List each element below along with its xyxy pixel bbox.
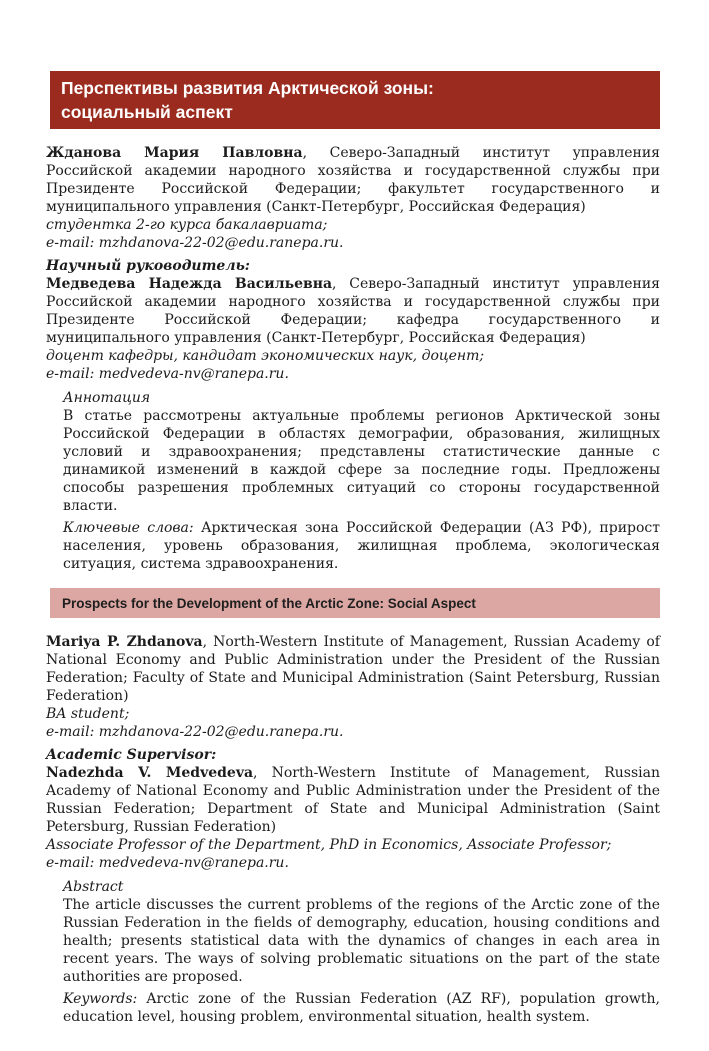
supervisor-ru-affiliation: , Северо-Западный институт управления Российской академии народного хозяйства и государственной службы при Президенте Российской Федерации; кафедра государственного и муниципального управления (Санкт-Петербург, Российская Федерация) (46, 276, 661, 346)
keywords-ru-label: Ключевые слова: (63, 520, 194, 536)
author-ru-name: Жданова Мария Павловна (46, 145, 303, 161)
abstract-ru-section (46, 389, 660, 573)
supervisor-en-role: Associate Professor of the Department, PhD in Economics, Associate Professor; (46, 837, 612, 853)
author-ru-affiliation: , Северо-Западный институт управления Российской академии народного хозяйства и государственной службы при Президенте Российской Федерации; факультет государственного и муниципального управления (Санкт-Петербург, Российская Федерация) (46, 145, 660, 215)
supervisor-ru-label: Научный руководитель: (46, 258, 250, 274)
supervisor-ru-email: e-mail: medvedeva-nv@ranepa.ru. (46, 366, 289, 382)
author-ru-email: e-mail: mzhdanova-22-02@edu.ranepa.ru. (46, 235, 344, 251)
keywords-en-text: Arctic zone of the Russian Federation (AZ RF), population growth, education level, housing problem, environmental situation, health system. (63, 991, 660, 1025)
title-banner-en (50, 588, 660, 618)
keywords-en-label: Keywords: (63, 991, 138, 1007)
article-title-en: Prospects for the Development of the Arctic Zone: Social Aspect (62, 595, 476, 611)
author-ru-paragraph (46, 144, 660, 216)
abstract-ru-text: В статье рассмотрены актуальные проблемы регионов Арктической зоны Российской Федерации в областях демографии, образования, жилищных условий и здравоохранения; представлены статистические данные с динамикой изменений в каждой сфере за последние годы. Предложены способы разрешения проблемных ситуаций со стороны государственной власти. (63, 408, 660, 514)
supervisor-ru-name: Медведева Надежда Васильевна (46, 276, 333, 292)
abstract-en-label: Abstract (63, 879, 124, 895)
abstract-en-section (46, 878, 660, 1026)
article-title-ru-line1: Перспективы развития Арктической зоны: (61, 78, 434, 98)
author-en-affiliation: , North-Western Institute of Management, Russian Academy of National Economy and Public Administration under the President of the Russian Federation; Faculty of State and Municipal Administration (Saint Petersburg, Russian Federation) (46, 634, 660, 704)
author-en-paragraph (46, 633, 660, 705)
abstract-en-text: The article discusses the current problems of the regions of the Arctic zone of the Russian Federation in the fields of demography, education, housing conditions and health; presents statistical data with the dynamics of changes in each area in recent years. The ways of solving problematic situations on the part of the state authorities are proposed. (63, 897, 660, 985)
article-content (0, 71, 709, 1026)
supervisor-ru-role: доцент кафедры, кандидат экономических наук, доцент; (46, 348, 485, 364)
keywords-ru-paragraph (63, 519, 660, 573)
author-en-email: e-mail: mzhdanova-22-02@edu.ranepa.ru. (46, 724, 344, 740)
supervisor-en-name: Nadezhda V. Medvedeva (46, 765, 254, 781)
supervisor-en-affiliation: , North-Western Institute of Management, Russian Academy of National Economy and Public Administration under the President of the Russian Federation; Department of State and Municipal Administration (Saint Petersburg, Russian Federation) (46, 765, 660, 835)
supervisor-ru-paragraph (46, 275, 660, 347)
supervisor-en-label: Academic Supervisor: (46, 747, 217, 763)
author-en-role: BA student; (46, 706, 130, 722)
author-ru-role: студентка 2-го курса бакалавриата; (46, 217, 328, 233)
keywords-en-paragraph (63, 990, 660, 1026)
author-en-name: Mariya P. Zhdanova (46, 634, 203, 650)
keywords-ru-text: Арктическая зона Российской Федерации (АЗ РФ), прирост населения, уровень образования, жилищная проблема, экологическая ситуация, система здравоохранения. (63, 520, 660, 572)
supervisor-en-paragraph (46, 764, 660, 836)
article-page (0, 71, 709, 1051)
abstract-ru-label: Аннотация (63, 390, 151, 406)
title-banner-ru (50, 71, 660, 129)
supervisor-en-email: e-mail: medvedeva-nv@ranepa.ru. (46, 855, 289, 871)
article-title-ru-line2: социальный аспект (61, 102, 233, 122)
